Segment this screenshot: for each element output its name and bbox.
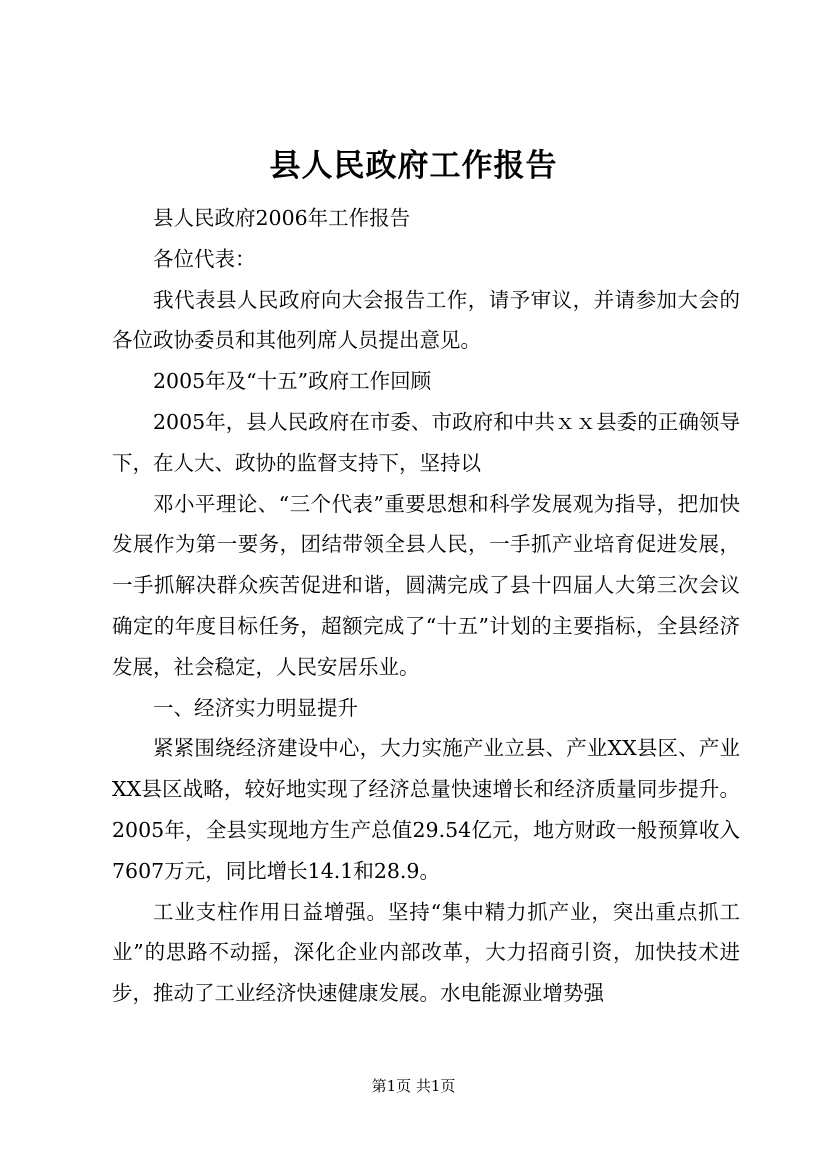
paragraph-section-one-heading: 一、经济实力明显提升: [153, 695, 358, 720]
paragraph-intro: 我代表县人民政府向大会报告工作，请予审议，并请参加大会的各位政协委员和其他列席人员提出意见。: [112, 287, 740, 353]
paragraph-salutation: 各位代表：: [153, 246, 256, 271]
paragraph-subtitle: 县人民政府2006年工作报告: [153, 206, 411, 230]
paragraph-economic-growth: 紧紧围绕经济建设中心，大力实施产业立县、产业XX县区、产业XX县区战略，较好地实现了经济总量快速增长和经济质量同步提升。2005年，全县实现地方生产总值29.54亿元，地方财政一般预算收入7607万元，同比增长14.1和28.9。: [112, 736, 740, 883]
paragraph-industry-pillar: 工业支柱作用日益增强。坚持“集中精力抓产业，突出重点抓工业”的思路不动摇，深化企业内部改革，大力招商引资，加快技术进步，推动了工业经济快速健康发展。水电能源业增势强: [112, 899, 740, 1006]
document-title: 县人民政府工作报告: [269, 148, 558, 184]
paragraph-guiding-theory: 邓小平理论、“三个代表”重要思想和科学发展观为指导，把加快发展作为第一要务，团结带领全县人民，一手抓产业培育促进发展，一手抓解决群众疾苦促进和谐，圆满完成了县十四届人大第三次会议确定的年度目标任务，超额完成了“十五”计划的主要指标，全县经济发展，社会稳定，人民安居乐业。: [112, 491, 740, 679]
document-body: [112, 198, 740, 1014]
page-footer: 第1页 共1页: [371, 1077, 456, 1095]
paragraph-review-heading: 2005年及“十五”政府工作回顾: [153, 369, 432, 394]
paragraph-2005-leadership: 2005年，县人民政府在市委、市政府和中共ｘｘ县委的正确领导下，在人大、政协的监督支持下，坚持以: [112, 409, 740, 475]
